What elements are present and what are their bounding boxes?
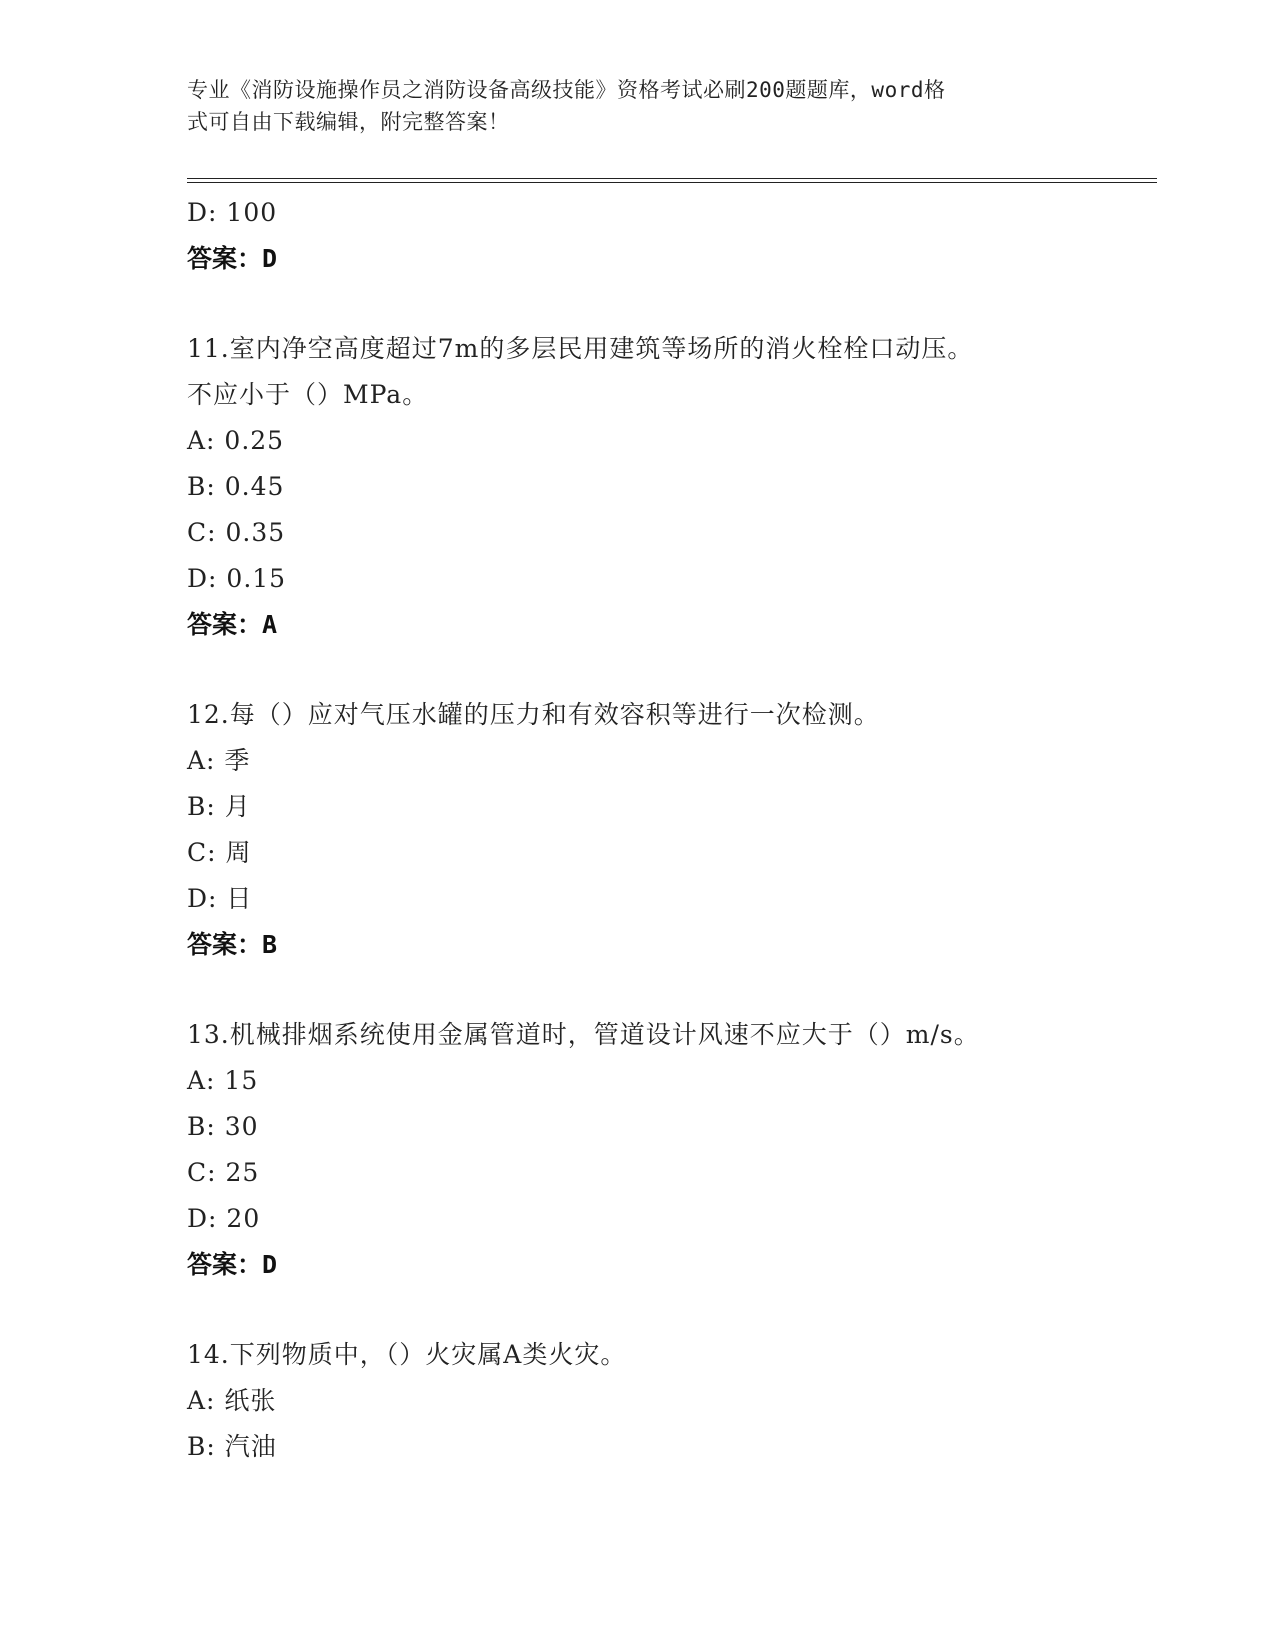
option-c: C: 25 bbox=[187, 1158, 260, 1187]
option-d: D: 日 bbox=[187, 884, 253, 913]
option-a: A: 季 bbox=[187, 746, 251, 775]
option-a: A: 纸张 bbox=[187, 1386, 277, 1415]
header-line-2: 式可自由下载编辑，附完整答案！ bbox=[187, 110, 510, 134]
option-c: C: 周 bbox=[187, 838, 252, 867]
option-b: B: 汽油 bbox=[187, 1432, 277, 1461]
option-d: D: 0.15 bbox=[187, 564, 287, 593]
question-block bbox=[187, 326, 1157, 648]
header-line-1: 专业《消防设施操作员之消防设备高级技能》资格考试必刷200题题库，word格 bbox=[187, 78, 946, 102]
option-b: B: 0.45 bbox=[187, 472, 285, 501]
option-c: C: 0.35 bbox=[187, 518, 286, 547]
question-block bbox=[187, 692, 1157, 968]
question-stem: 14.下列物质中，（）火灾属A类火灾。 bbox=[187, 1340, 627, 1369]
option-d: D: 20 bbox=[187, 1204, 261, 1233]
prev-answer: 答案：D bbox=[187, 244, 278, 273]
option-a: A: 15 bbox=[187, 1066, 259, 1095]
answer: 答案：B bbox=[187, 930, 278, 959]
document-header bbox=[187, 74, 1067, 138]
question-stem: 13.机械排烟系统使用金属管道时，管道设计风速不应大于（）m/s。 bbox=[187, 1020, 980, 1049]
question-stem: 11.室内净空高度超过7m的多层民用建筑等场所的消火栓栓口动压。 bbox=[187, 334, 974, 363]
answer: 答案：A bbox=[187, 610, 278, 639]
option-b: B: 30 bbox=[187, 1112, 259, 1141]
question-block bbox=[187, 1012, 1157, 1288]
answer: 答案：D bbox=[187, 1250, 278, 1279]
header-divider-top bbox=[187, 178, 1157, 179]
question-stem-continued: 不应小于（）MPa。 bbox=[187, 380, 429, 409]
question-list bbox=[187, 190, 1157, 1470]
option-b: B: 月 bbox=[187, 792, 251, 821]
prev-option-d: D: 100 bbox=[187, 198, 278, 227]
header-divider-bottom bbox=[187, 182, 1157, 183]
question-block bbox=[187, 1332, 1157, 1470]
option-a: A: 0.25 bbox=[187, 426, 285, 455]
question-stem: 12.每（）应对气压水罐的压力和有效容积等进行一次检测。 bbox=[187, 700, 880, 729]
